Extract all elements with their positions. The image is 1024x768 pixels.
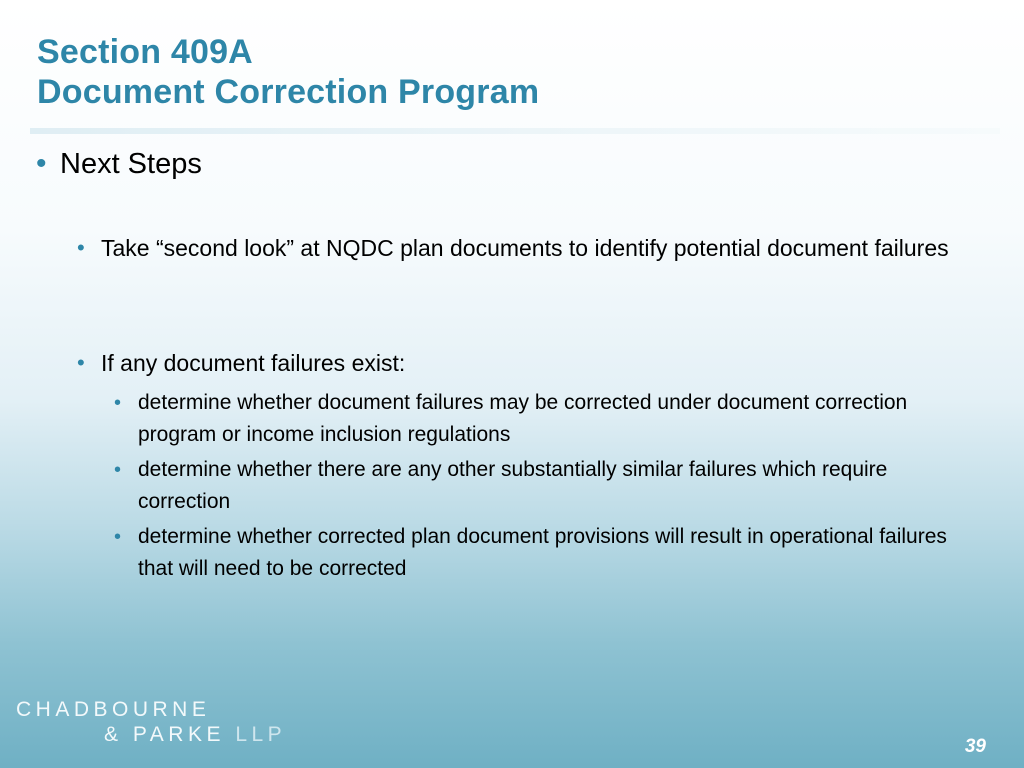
bullet-text: Take “second look” at NQDC plan documents to identify potential document failures [101,235,949,261]
bullet-level-2 [77,346,957,380]
bullet-icon: • [77,235,85,260]
bullet-icon: • [114,526,122,548]
bullet-level-2 [77,231,957,265]
bullet-icon: • [36,147,47,180]
bullet-level-3 [114,454,974,518]
logo-llp: LLP [235,723,287,746]
slide-title [37,32,539,112]
bullet-text: determine whether there are any other substantially similar failures which require correction [138,458,888,513]
bullet-level-3 [114,521,974,585]
bullet-level-1 [36,146,202,182]
bullet-text: If any document failures exist: [101,350,406,376]
bullet-text: determine whether document failures may be corrected under document correction program or income inclusion regulations [138,391,908,446]
bullet-icon: • [77,350,85,375]
title-line-2: Document Correction Program [37,73,540,111]
logo-line-2 [16,722,286,747]
bullet-text: Next Steps [60,148,202,180]
bullet-icon: • [114,459,122,481]
bullet-text: determine whether corrected plan document provisions will result in operational failures that will need to be corrected [138,525,947,580]
page-number: 39 [964,736,986,757]
bullet-icon: • [114,392,122,414]
title-line-1: Section 409A [37,33,253,71]
title-divider [30,128,1000,134]
bullet-level-3 [114,387,974,451]
logo-line-1: CHADBOURNE [16,698,211,721]
logo-parke: & PARKE [104,723,225,746]
firm-logo [16,697,286,747]
